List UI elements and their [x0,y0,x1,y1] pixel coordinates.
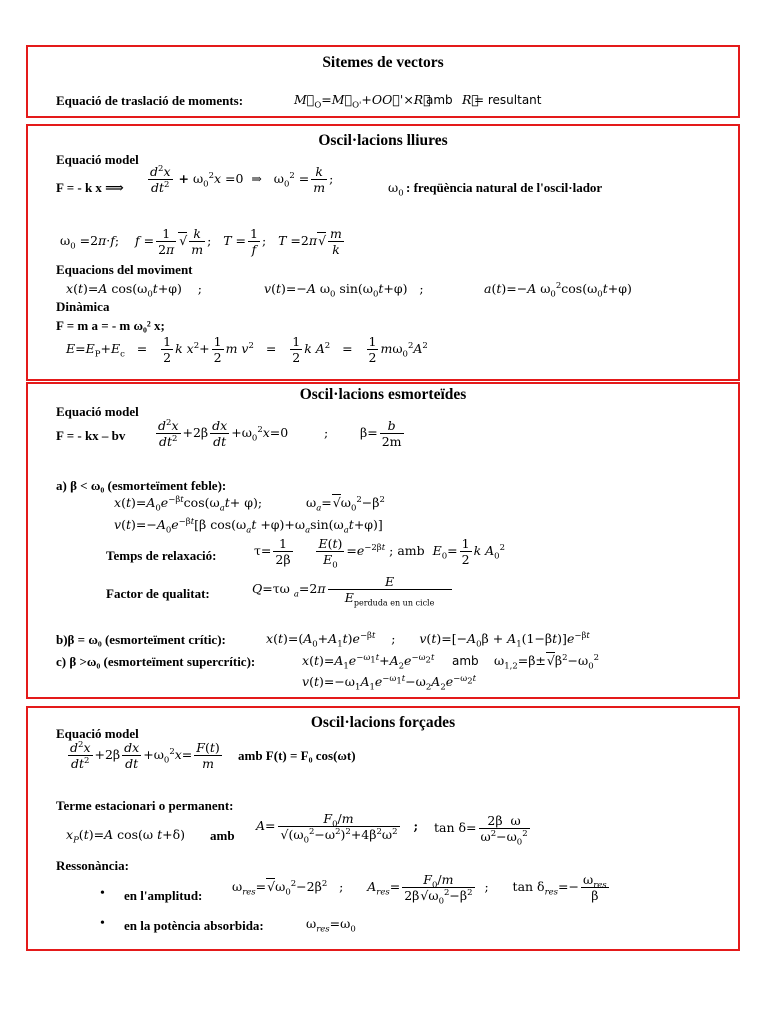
force-law: F = - kx – bv [56,428,126,443]
resultant-label: = resultant [474,93,542,107]
quality-label: Factor de qualitat: [106,586,210,601]
amb-word: amb [210,828,235,843]
steady-heading: Terme estacionari o permanent: [56,798,234,813]
force-law: F = - k x ⟹ [56,180,124,195]
relaxation-formula: τ= $\frac{1}{2\beta}$ $\frac{E(t)}{E_0}$ $=e^{-2\beta t}$ ; amb $E_0=$ $\frac{1}{2}$ k $A_0^2$ [254,536,505,571]
model-heading: Equació model [56,404,139,419]
case-a-label: a) β < ω₀ (esmorteïment feble): [56,478,227,493]
quality-formula: Q=τω $_a$=2π E $E_{perduda en un cicle}$ [252,574,454,605]
case-c-label: c) β >ω₀ (esmorteïment supercrític): [56,654,256,669]
bullet-icon: • [100,886,105,901]
section-title: Oscil·lacions lliures [318,132,448,149]
section-title: Sitemes de vectors [322,54,444,71]
model-equation: $\frac{d^2x}{dt^2}$ + $\omega_0^2x =0$ ⇒ $\omega_0^2$ = $\frac{k}{m}$ ; [150,163,334,195]
natural-frequency-label: : freqüència natural de l'oscil·lador [406,180,603,195]
section-vectors [26,45,740,118]
section-title: Oscil·lacions forçades [310,714,456,731]
velocity-equation: v(t)=−A $\omega_0$ $\sin(\omega_0t+\varphi)$ ; [264,281,424,300]
forcing-definition: amb F(t) = F₀ cos(ωt) [238,748,356,763]
section-free-oscillations [26,124,740,381]
bullet-amplitude-label: en l'amplitud: [124,888,203,903]
motion-heading: Equacions del moviment [56,262,193,277]
resonance-heading: Ressonància: [56,858,129,873]
steady-amplitude: A= $\frac{F_0/m}{√(\omega_0^2-\omega^2)^2+4\beta^2\omega^2}$ ; [256,811,419,846]
amb-word: amb [426,93,453,107]
weak-omega: $\omega_a=√\omega_0^2-\beta^2$ [306,494,385,514]
acceleration-equation: a(t)=−A $\omega_0^2\cos(\omega_0t+\varphi)$ [484,280,632,300]
supercritical-position: $x(t)=A_1e^{-\omega_1t}+A_2e^{-\omega_2t}$ [302,652,435,672]
supercritical-velocity: $v(t)=-\omega_1A_1e^{-\omega_1t}-\omega_2A_2e^{-\omega_2t}$ [302,673,477,693]
section-title: Oscil·lacions esmorteïdes [299,386,467,403]
period-relations: $\omega_0 =2\pi\cdot f$; f = $\frac{1}{2\pi}$ √ $\frac{k}{m}$ ; T = $\frac{1}{f}$ ; T =2π√ $\frac{m}{k}$ [60,226,342,257]
supercritical-omegas: $\omega_{1,2}=\beta\pm√\beta^2-\omega_0^2$ [494,652,600,672]
translation-formula: $M⃗_O=M⃗_{O'}+OO⃗'\times R⃗$ [294,92,431,111]
resonance-amplitude: $\omega_{res}=√\omega_0^2-2\beta^2$ ; $A_{res}=$ $\frac{F_0/m}{2\beta√\omega_0^2-\beta^2}$ ; $\tan \delta_{res}=-$ $\omega_{res}$ β [232,872,607,907]
lost-subscript: perduda en un cicle [353,598,435,608]
relaxation-label: Temps de relaxació: [106,548,217,563]
omega0-symbol: $\omega_0$ [388,180,404,199]
section-damped-oscillations [26,382,740,699]
forced-model-equation: $\frac{d^2x}{dt^2}$ +2β $\frac{dx}{dt}$ $+\omega_0^2x=$ $\frac{F(t)}{m}$ [70,739,220,771]
critical-formula: $x(t)=(A_0+A_1t)e^{-\beta t}$ ; $v(t)=[-A_0\beta + A_1(1-\beta t)]e^{-\beta t}$ [266,630,590,650]
steady-phase: tan δ= $\frac{\text{2β ω}}{\omega^2-\omega_0^2}$ [434,813,528,848]
model-heading: Equació model [56,152,139,167]
translation-label: Equació de traslació de moments: [56,93,244,108]
resonance-power: $\omega_{res}=\omega_0$ [306,916,356,935]
amb-word: amb [452,654,479,668]
steady-position: $x_P(t)=A$ cos(ω t+δ) [66,827,185,846]
case-b-label: b)β = ω₀ (esmorteïment crític): [56,632,226,647]
section-forced-oscillations [26,706,740,951]
bullet-icon: • [100,916,105,931]
weak-position: $x(t)=A_0e^{-\beta t}\cos(\omega_at+ \varphi)$; [114,494,263,514]
dynamics-heading: Dinàmica [56,299,110,314]
resultant-symbol: R⃗ [462,92,479,107]
weak-velocity: $v(t)=-A_0e^{-\beta t}[\beta$ $\cos(\omega_at +\varphi)+\omega_a\sin(\omega_at+\varphi)$] [114,516,383,536]
bullet-power-label: en la potència absorbida: [124,918,264,933]
model-heading: Equació model [56,726,139,741]
damped-model-equation: $\frac{d^2x}{dt^2}$ +2β $\frac{dx}{dt}$ $+\omega_0^2x=0$ ; β= $\frac{b}{2m}$ [158,417,402,449]
position-equation: x(t)=A $\cos(\omega_0t+\varphi)$ ; [66,281,203,300]
dynamics-equation: F = m a = - m ω₀² x; [56,318,165,333]
energy-equation: $E=E_P+E_c$ = $\frac{1}{2}$ k $x^2+$ $\frac{1}{2}$ m $v^2$ = $\frac{1}{2}$ k $A^2$ = $\frac{1}{2}$ $m\omega_0^2A^2$ [66,334,428,365]
